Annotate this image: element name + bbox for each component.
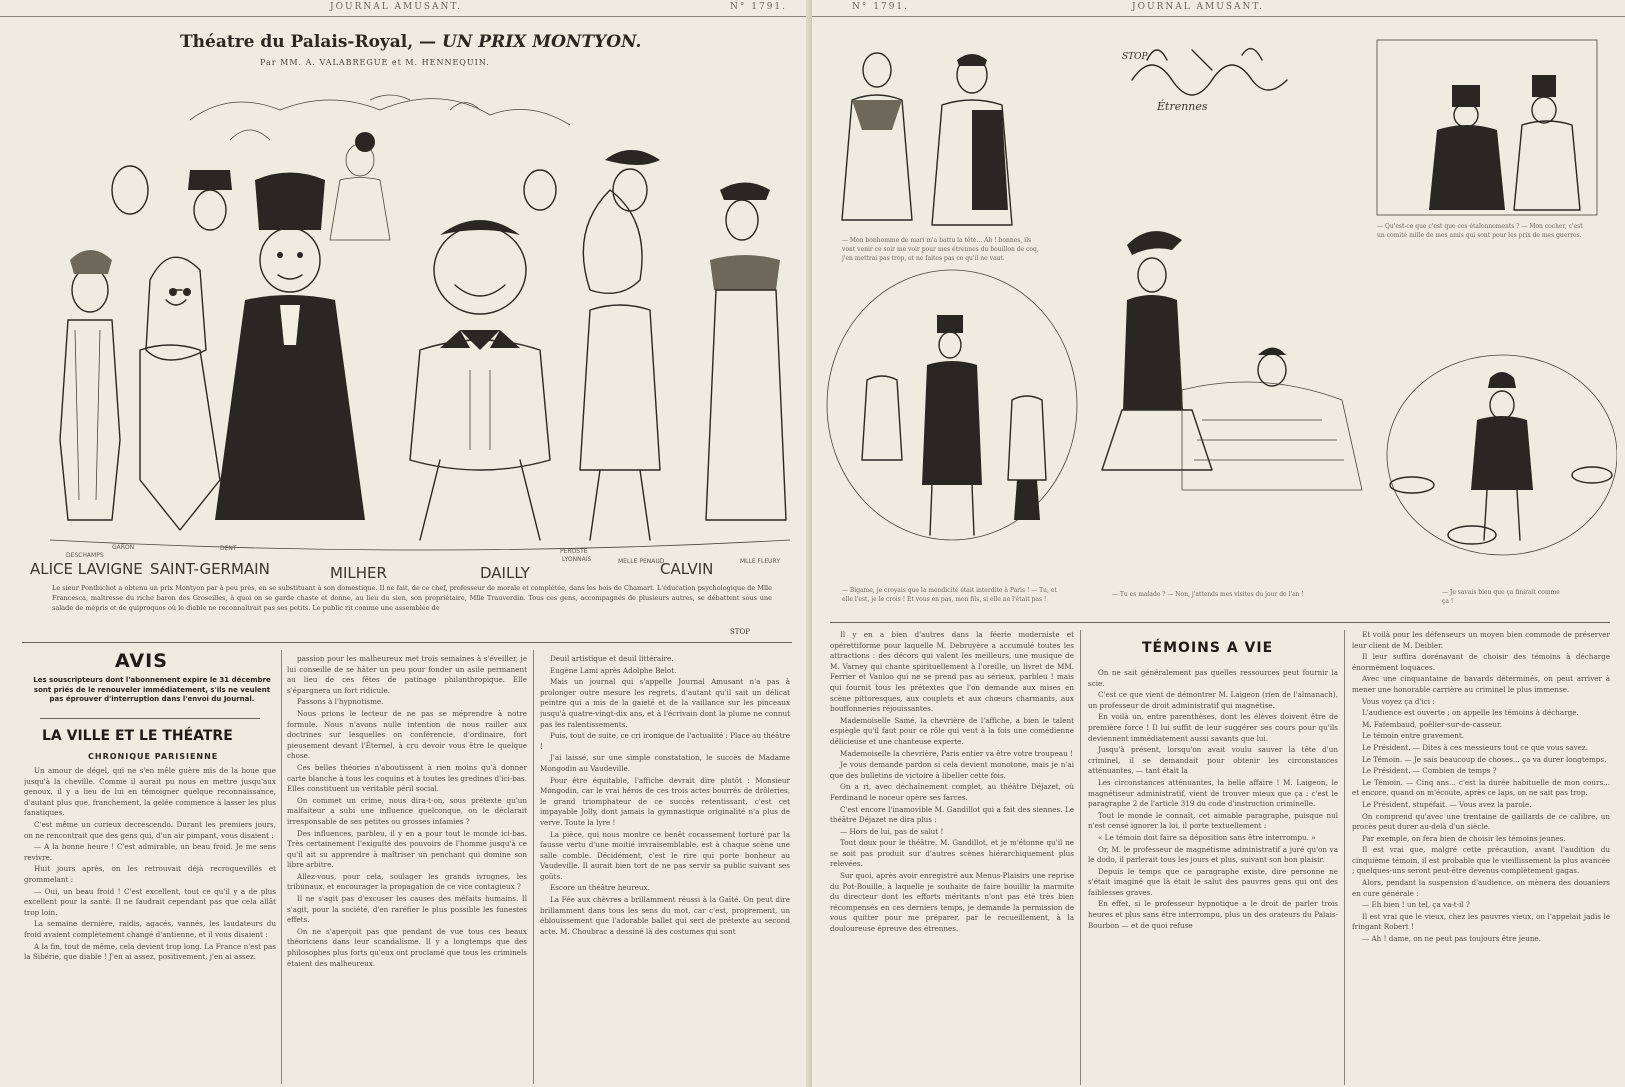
paragraph: Vous voyez ça d'ici :: [1362, 696, 1435, 706]
paragraph: Alors, pendant la suspension d'audience, on mènera des douaniers en cure générale :: [1352, 878, 1610, 898]
cartoon-drawings: [822, 20, 1617, 620]
paragraph: Le Témoin. — Cinq ans... c'est la durée habituelle de mon cours... et encore, quand on m'écoute, après ce laps, on ne sait pas trop.: [1352, 777, 1610, 798]
paragraph: C'est ce que vient de démontrer M. Laigeon (rien de l'almanach), un professeur de droit administratif qui magnétise.: [1088, 690, 1338, 710]
small-name-lyonnais: LYONNAIS: [562, 556, 592, 563]
section-heading-temoins: TÉMOINS A VIE: [1142, 640, 1274, 656]
paragraph: Passons à l'hypnotisme.: [297, 697, 384, 707]
paragraph: Escore un théâtre heureux.: [550, 883, 650, 893]
paragraph: Il leur suffira dorénavant de choisir des témoins à décharge énormément loquaces.: [1352, 652, 1610, 672]
paragraph: — Oui, un beau froid ! C'est excellent, tout ce qu'il y a de plus excellent pour la santé. Il ne faudrait cependant pas que cela allât trop loin.: [24, 886, 276, 917]
paragraph: Allez-vous, pour cela, soulager les grands ivrognes, les tribunaux, et encourager la propagation de ce vice contagieux ?: [287, 871, 527, 892]
running-header-center: JOURNAL AMUSANT.: [1132, 2, 1264, 12]
paragraph: En voilà un, entre parenthèses, dont les élèves doivent être de première force ! Il lui suffit de leur suggérer ses cours pour qu'ils deviennent immédiatement aussi savants que lui.: [1088, 712, 1338, 743]
small-name-dent: DENT: [220, 545, 237, 552]
caption-top-right: — Qu'est-ce que c'est que ces étalonnements ? — Mon cocher, c'est un comité mille de mes amis qui sont pour les prix de mes guerres.: [1377, 223, 1583, 239]
ville-column-1: [24, 766, 276, 1084]
right-column-2: [1088, 668, 1338, 1085]
paragraph: M. Fafembaud, poêlier-sur-de-casseur.: [1362, 719, 1502, 729]
paragraph: C'est même un curieux decrescendo. Durant les premiers jours, on ne rencontrait que des gens qui, d'un air pimpant, vous disaient :: [24, 819, 276, 840]
paragraph: Les circonstances atténuantes, la belle affaire ! M. Laigeon, le magnétiseur administratif, vient de trouver mieux que ça : c'est le paragraphe 2 de l'article 319 du code d'instruction criminelle.: [1088, 777, 1338, 809]
paragraph: Sur quoi, après avoir enregistré aux Menus-Plaisirs une reprise du Pot-Bouille, à laquelle je souhaite de faire bouillir la marmite du directeur dont les efforts méritants n'ont pas été très bien récompensés en ces derniers temps, je demande la permission de vous quitter pour me préparer, par le recueillement, à la douloureuse épreuve des étrennes.: [830, 871, 1074, 934]
cartoon-title-signature: STOP: [1122, 52, 1148, 62]
running-header-center: JOURNAL AMUSANT.: [330, 2, 462, 12]
byline: Par MM. A. VALABREGUE et M. HENNEQUIN.: [260, 58, 490, 67]
paragraph: — Ah ! dame, on ne peut pas toujours être jeune.: [1362, 934, 1542, 944]
small-name-fleury: MLLE FLEURY: [740, 558, 780, 565]
issue-number: N° 1791.: [730, 2, 788, 12]
paragraph: Eugène Lami après Adolphe Belot.: [550, 665, 677, 675]
paragraph: Le Président. — Dites à ces messieurs tout ce que vous savez.: [1362, 742, 1588, 752]
caricature-illustration: [30, 80, 790, 560]
name-saint-germain: SAINT-GERMAIN: [150, 560, 270, 578]
paragraph: Mais un journal qui s'appelle Journal Amusant n'a pas à prolonger outre mesure les regrets, d'autant qu'il sait un délicat peintre qui a mis de la gaieté et de la vaillance sur les pinceaux jusqu'à quatre-vingt-dix ans, et à l'écrivain dont la plume ne connut pas les ralentissements.: [540, 677, 790, 729]
paragraph: — A la bonne heure ! C'est admirable, un beau froid. Je me sens revivre.: [24, 842, 276, 862]
paragraph: Tout le monde le connaît, cet aimable paragraphe, puisque nul n'est censé ignorer la loi, il porte textuellement :: [1088, 810, 1338, 831]
caricature-drawing: [30, 80, 790, 560]
paragraph: Le Président. — Combien de temps ?: [1362, 766, 1497, 776]
paragraph: Pour être équitable, l'affiche devrait dire plutôt : Monsieur Mongodin, car le vrai héros de ces trois actes bourrés de drôleries, le grand triomphateur de ce succès retentissant, c'est cet impayable Jolly, dont jamais la gymnastique originalité n'a plus de verve. Toute la lyre !: [540, 775, 790, 827]
name-calvin: CALVIN: [660, 560, 714, 578]
caption-bottom-right: — Je savais bien que ça finirait comme ça !: [1442, 589, 1560, 605]
right-column-3: [1352, 630, 1610, 1085]
column-divider: [533, 650, 534, 1084]
play-title: — UN PRIX MONTYON.: [419, 32, 642, 52]
caption-bottom-center: — Tu es malade ? — Non, j'attends mes visites du jour de l'an !: [1112, 591, 1304, 598]
paragraph: Deuil artistique et deuil littéraire.: [550, 654, 674, 663]
paragraph: Huit jours après, on les retrouvait déjà recroquevillés et grommelant :: [24, 864, 276, 884]
paragraph: Or, M. le professeur de magnétisme administratif a juré qu'on va le dodo, il parlerait tous les jours et plus, suivant son bon plaisir.: [1088, 844, 1338, 865]
paragraph: Ces belles théories n'aboutissent à rien moins qu'à donner carte blanche à tous les coquins et à toutes les gredines d'ici-bas. Elles constituent un véritable péril social.: [287, 762, 527, 794]
paragraph: On comprend qu'avec une trentaine de gaillards de ce calibre, un procès peut durer au-delà d'un siècle.: [1352, 811, 1610, 832]
column-divider: [281, 650, 282, 1084]
caption-top-left: — Mon bonhomme de mari m'a battu la tête... Ah ! bonnes, ils vont venir ce soir me voir pour mes étrennes du bouillon de coq, j'en mettrai pas trop, et ne faites pas ce qu'il ne vaut.: [842, 237, 1039, 262]
paragraph: passion pour les malheureux met trois semaines à s'éveiller, je lui conseille de se hâter un peu pour fonder un asile permanent au lieu de ces fêtes de patinage philanthropique. Elle s'épargnera un fort ridicule.: [287, 654, 527, 695]
paragraph: Un amour de dégel, qui ne s'en mêle guère mis de la boue que jusqu'à la cheville. Comme il aurait pu nous en mettre jusqu'aux genoux, il y a lieu de lui en témoigner quelque reconnaissance, d'autant plus que, franchement, la gelée commence à lasser les plus fanatiques.: [24, 766, 276, 818]
paragraph: Nous prions le lecteur de ne pas se méprendre à notre formule. Nous n'avons nulle intention de nous railler aux doctrines sur lesquelles on conférencie, d'ordinaire, fort pieusement devant l'Éternel, à cru devoir vous être le quelque chose.: [287, 708, 527, 761]
right-column-1: [830, 630, 1074, 1085]
paragraph: Il ne s'agit pas d'excuser les causes des méfaits humains. Il s'agit, pour la société, d'en raréfier le plus possible les funestes effets.: [287, 894, 527, 925]
name-milher: MILHER: [330, 564, 387, 582]
paragraph: Et voilà pour les défenseurs un moyen bien commode de préserver leur client de M. Deibler.: [1352, 630, 1610, 650]
small-name-deschamps: DESCHAMPS: [66, 552, 104, 559]
divider-left: [22, 642, 792, 643]
paragraph: — Eh bien ! un tel, ça va-t-il ?: [1362, 900, 1470, 910]
caption-bottom-left: — Bigame, je croyais que la mendicité était interdite à Paris ! — Tu, et elle l'est, je le crois ! Et vous en pas, mon fils, si elle ne l'était pas !: [842, 587, 1057, 603]
running-header-right: [812, 0, 1625, 17]
paragraph: Mademoiselle Samé, la chevrière de l'affiche, a bien le talent espiègle qu'il faut pour ce rôle qui veut à la fois une comédienne délicieuse et une chanteuse experte.: [830, 715, 1074, 746]
ville-column-2: [287, 654, 527, 1084]
paragraph: Tout doux pour le théâtre, M. Gandillot, et je m'étonne qu'il ne se soit pas produit sur d'autres scènes hiérarchiquement plus relevées.: [830, 838, 1074, 869]
paragraph: « Le témoin doit faire sa déposition sans être interrompu. »: [1098, 832, 1316, 842]
paragraph: La semaine dernière, raidis, agacés, vannés, les laudateurs du froid avaient complètement changé d'antienne, et il vous disaient :: [24, 919, 276, 939]
paragraph: On ne sait généralement pas quelles ressources peut fournir la scie.: [1088, 668, 1338, 688]
paragraph: Le Témoin. — Je sais beaucoup de choses... ça va durer longtemps.: [1362, 754, 1607, 764]
paragraph: A la fin, tout de même, cela devient trop long. La France n'est pas la Sibérie, que diable ! J'en ai assez, positivement, j'en ai assez.: [24, 941, 276, 962]
right-page: [812, 0, 1625, 1087]
paragraph: J'ai laissé, sur une simple constatation, le succès de Madame Mongodin au Vaudeville.: [540, 753, 790, 773]
paragraph: — Hors de lui, pas de salut !: [840, 826, 944, 836]
paragraph: On a ri, avec déchaînement complet, au théâtre Déjazet, où Ferdinand le noceur opère ses farces.: [830, 782, 1074, 802]
name-dailly: DAILLY: [480, 564, 530, 582]
paragraph: C'est encore l'inamovible M. Gandillot qui a fait des siennes. Le théâtre Déjazet ne dira plus :: [830, 804, 1074, 825]
caricature-caption: Le sieur Pontbichot a obtenu un prix Montyon par à peu près, en se substituant à son domestique. Il ne fait, de ce chef, professeur de morale et complétée, dans les bois de Chamart. L'éducation psychologique de Mlle Francesca, maîtresse du riche baron des Groseilles, à quoi on se garde chaste et donne, au lieu du sien, son propriétaire, Mlle Trauverdin. Tous ces gens, accompagnés de plusieurs autres, se débattent sous une salade de mépris et de quiproquos où le diable ne reconnaîtrait pas ses petits. Le public rit comme une assemblée de: [52, 584, 772, 612]
small-name-garon: GARON: [112, 544, 135, 551]
paragraph: Jusqu'à présent, lorsqu'on avait voulu sauver la tête d'un criminel, il se demandait pour obtenir les circonstances atténuantes, — tant était la: [1088, 745, 1338, 776]
artist-signature: STOP: [730, 628, 750, 636]
paragraph: Des influences, parbleu, il y en a pour tout le monde ici-bas. Très certainement l'exiguïté des pouvoirs de l'homme jusqu'à ce qu'il ait su apprendre à maîtriser un penchant qui domine son libre arbitre.: [287, 828, 527, 870]
paragraph: Depuis le temps que ce paragraphe existe, dire personne ne s'était imaginé que là était le salut des pauvres gens qui ont des faiblesses graves.: [1088, 866, 1338, 897]
paragraph: L'audience est ouverte ; on appelle les témoins à décharge.: [1362, 708, 1579, 718]
avis-heading: AVIS: [115, 650, 168, 672]
paragraph: Il est vrai que, malgré cette précaution, avant l'audition du cinquième témoin, il est probable que le vieillissement la plus avancée ; quelques-uns seront peut-être devenus complètement gagas.: [1352, 845, 1610, 876]
name-alice-lavigne: ALICE LAVIGNE: [30, 560, 143, 578]
paragraph: Par exemple, on fera bien de choisir les témoins jeunes.: [1362, 833, 1566, 843]
section-heading-ville: LA VILLE ET LE THÉATRE: [42, 728, 233, 744]
avis-text: Les souscripteurs dont l'abonnement expire le 31 décembre sont priés de le renouveler immédiatement, s'ils ne veulent pas éprouver d'interruption dans l'envoi du Journal.: [33, 676, 271, 703]
small-name-peroste: PEROSTE: [560, 548, 588, 555]
paragraph: On commet un crime, nous dira-t-on, sous prétexte qu'un malfaiteur a subi une influence quelconque, on le déclarait irresponsable de ses petites ou grosses infamies ?: [287, 795, 527, 826]
chronique-subheading: CHRONIQUE PARISIENNE: [88, 752, 219, 761]
theatre-title: Théatre du Palais-Royal,: [180, 32, 414, 52]
page-title: [180, 32, 641, 52]
paragraph: Le témoin entre gravement.: [1362, 731, 1465, 741]
paragraph: La Fée aux chèvres a brillamment réussi à la Gaîté. On peut dire brillamment dans tous les sens du mot, car c'est, proprement, un éblouissement que l'adorable ballet qui sert de prétexte au second acte. M. Choubrac a dessiné là des costumes qui sont: [540, 895, 790, 936]
paragraph: Puis, tout de suite, ce cri ironique de l'actualité : Place au théâtre !: [540, 731, 790, 751]
divider-right: [830, 622, 1610, 623]
cartoon-title: Étrennes: [1157, 100, 1208, 113]
paragraph: Mademoiselle la chevrière, Paris entier va être votre troupeau !: [840, 748, 1073, 758]
running-header-left: [0, 0, 812, 17]
ville-column-3: [540, 654, 790, 1084]
left-page: [0, 0, 812, 1087]
cartoon-strip: [822, 20, 1617, 620]
small-name-penaud: MELLE PENAUD: [618, 558, 665, 565]
paragraph: Il y en a bien d'autres dans la féerie moderniste et opérettiforme pour laquelle M. Debruyère a accumulé toutes les attractions : des décors qui valent les meilleurs, une musique de M. Varney qui chante spirituellement à l'oreille, un livret de MM. Ferrier et Vanloo qui ne se prend pas au sérieux, parbleu ! mais qui fournit tous les prétextes que l'on demande aux mises en scène pittoresques, aux couplets et aux chœurs charmants, aux bouffonneries réjouissantes.: [830, 630, 1074, 714]
paragraph: En effet, si le professeur hypnotique a le droit de parler trois heures et plus sans être interrompu, plus un des orateurs du Palais-Bourbon — et de quoi refuse: [1088, 899, 1338, 930]
paragraph: Le Président, stupéfait. — Vous avez la parole.: [1362, 799, 1532, 809]
column-divider: [1080, 630, 1081, 1085]
column-divider: [1344, 630, 1345, 1085]
paragraph: Avec une cinquantaine de bavards déterminés, on peut arriver à mener une honorable carrière au criminel le plus immense.: [1352, 674, 1610, 694]
paragraph: Je vous demande pardon si cela devient monotone, mais je n'ai que des bulletins de victoire à libeller cette fois.: [830, 760, 1074, 780]
paragraph: La pièce, qui nous montre ce benêt cocassement torturé par la fausse vertu d'une moitié invraisemblable, est à chaque scène une salle comble. Décidément, c'est le rire qui porte bonheur au Vaudeville. Il aurait bien tort de ne pas servir sa public suivant ses goûts.: [540, 829, 790, 881]
paragraph: Il est vrai que le vieux, chez les pauvres vieux, on l'appelait jadis le fringant Robert !: [1352, 911, 1610, 932]
issue-number: N° 1791.: [852, 2, 910, 12]
avis-rule: [40, 718, 260, 719]
paragraph: On ne s'aperçoit pas que pendant de vue tous ces beaux théoriciens dans leur scandalisme. Il y a longtemps que des philosophes plus forts qu'eux ont proclamé que tous les criminels étaient des malheureux.: [287, 926, 527, 968]
